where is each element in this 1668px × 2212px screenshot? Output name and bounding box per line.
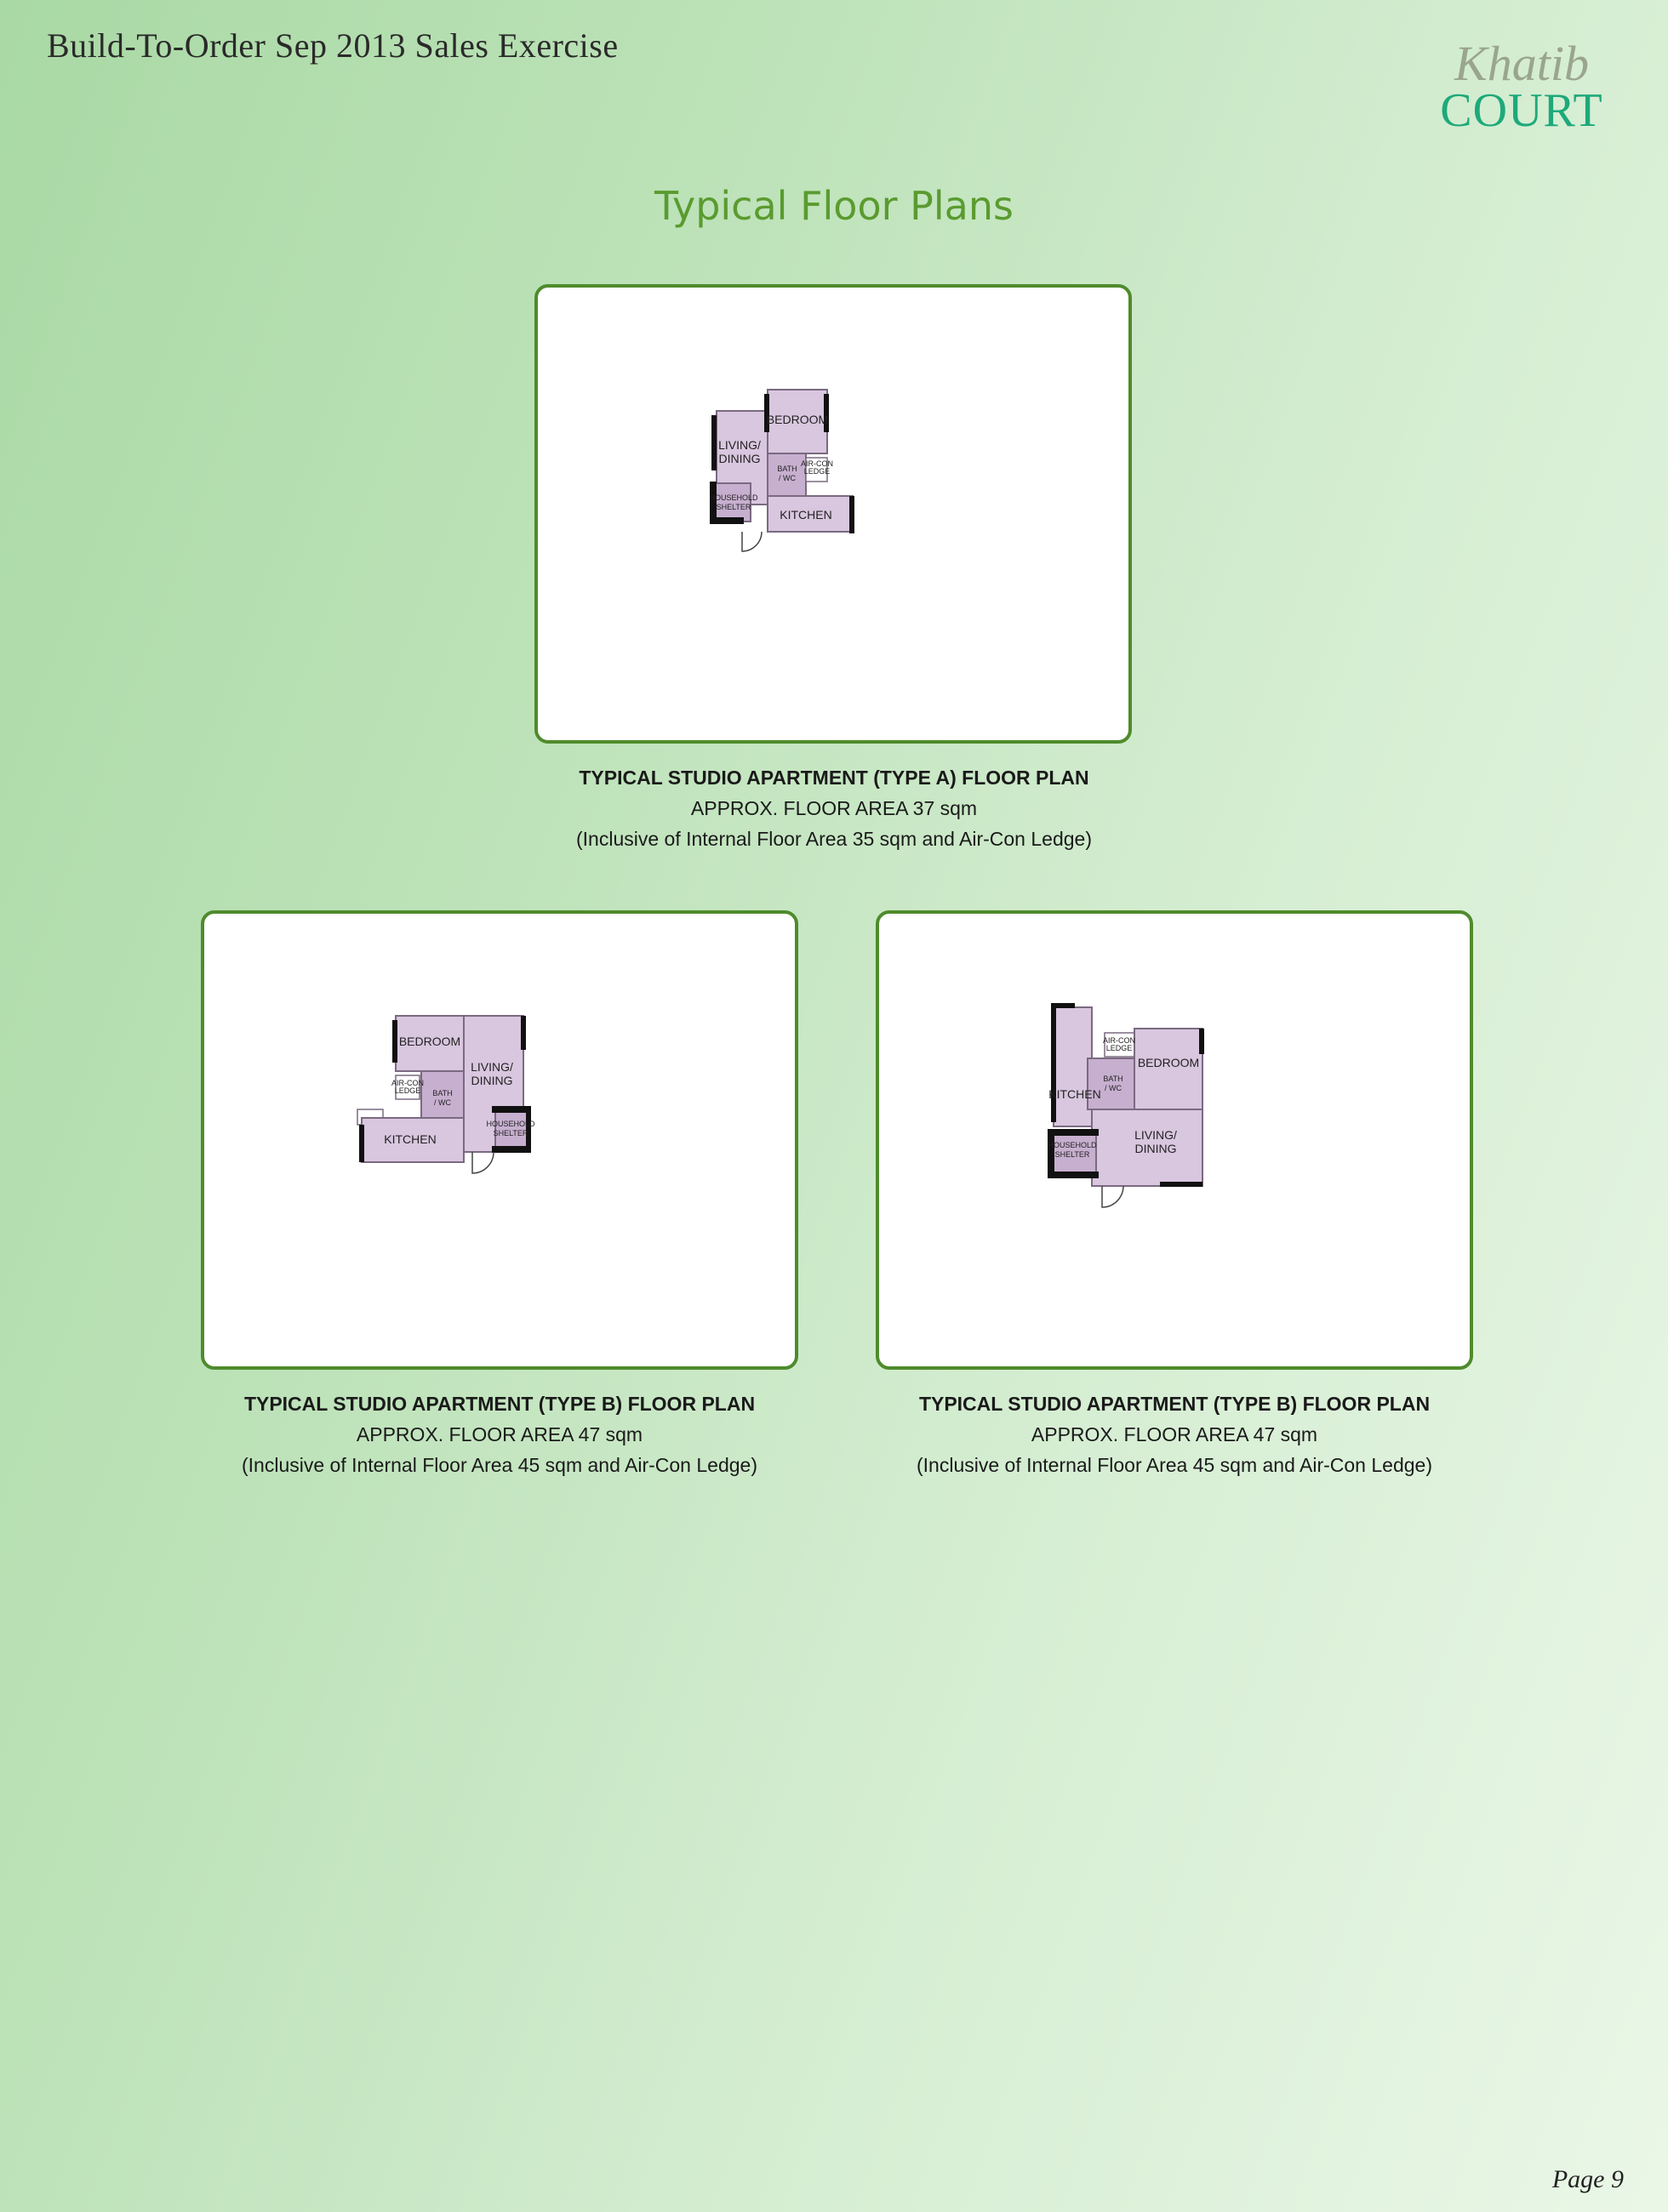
floor-plan-type-b-left-frame	[201, 910, 798, 1370]
logo-script-text: Khatib	[1454, 36, 1589, 91]
living-label-line2: DINING	[1134, 1142, 1177, 1155]
bedroom-label: BEDROOM	[766, 413, 829, 426]
caption-type-b-right	[851, 1388, 1498, 1480]
bath-label-line1: BATH	[432, 1089, 453, 1097]
floor-plan-type-b-right-drawing	[879, 914, 1477, 1373]
floor-plan-type-a-drawing	[538, 288, 1135, 747]
ledge-label-line1: AIR-CON	[1103, 1036, 1135, 1045]
document-title: Build-To-Order Sep 2013 Sales Exercise	[47, 26, 619, 65]
floor-plan-type-b-left-drawing	[204, 914, 802, 1373]
ledge-label-line2: LEDGE	[394, 1086, 421, 1095]
shelter-label-line2: SHELTER	[493, 1129, 528, 1137]
bath-label-line1: BATH	[777, 465, 797, 473]
kitchen-room	[1054, 1007, 1092, 1126]
logo-court-text: COURT	[1440, 84, 1603, 137]
caption-type-b-left-note: (Inclusive of Internal Floor Area 45 sqm and Air-Con Ledge)	[242, 1454, 757, 1476]
caption-type-a-note: (Inclusive of Internal Floor Area 35 sqm and Air-Con Ledge)	[576, 828, 1092, 850]
caption-type-a-area: APPROX. FLOOR AREA 37 sqm	[690, 797, 978, 819]
bedroom-label: BEDROOM	[398, 1035, 461, 1048]
caption-type-b-right-area: APPROX. FLOOR AREA 47 sqm	[1031, 1423, 1318, 1445]
caption-type-b-right-title: TYPICAL STUDIO APARTMENT (TYPE B) FLOOR PLAN	[918, 1393, 1431, 1415]
living-label-line1: LIVING/	[718, 438, 761, 452]
kitchen-label: KITCHEN	[780, 508, 832, 522]
page-number: Page 9	[1551, 2165, 1624, 2193]
living-label-line2: DINING	[718, 452, 761, 465]
living-label-line1: LIVING/	[471, 1060, 513, 1074]
caption-type-b-left-area: APPROX. FLOOR AREA 47 sqm	[356, 1423, 643, 1445]
ledge-label-line2: LEDGE	[803, 467, 831, 476]
bath-label-line2: / WC	[434, 1098, 451, 1107]
bath-label-line1: BATH	[1103, 1075, 1123, 1083]
shelter-label-line1: HOUSEHOLD	[709, 493, 758, 502]
caption-type-b-left	[176, 1388, 823, 1480]
shelter-label-line2: SHELTER	[1054, 1150, 1090, 1159]
caption-type-b-right-note: (Inclusive of Internal Floor Area 45 sqm and Air-Con Ledge)	[917, 1454, 1432, 1476]
bath-label-line2: / WC	[1105, 1084, 1122, 1092]
caption-type-a-title: TYPICAL STUDIO APARTMENT (TYPE A) FLOOR PLAN	[579, 767, 1089, 789]
shelter-label-line2: SHELTER	[716, 503, 751, 511]
ledge-label-line1: AIR-CON	[391, 1079, 424, 1087]
khatib-court-logo	[1437, 36, 1607, 137]
shelter-label-line1: HOUSEHOLD	[1048, 1141, 1097, 1149]
kitchen-label: KITCHEN	[384, 1132, 437, 1146]
caption-type-a	[511, 762, 1157, 854]
kitchen-label: KITCHEN	[1048, 1087, 1101, 1101]
living-label-line1: LIVING/	[1134, 1128, 1177, 1142]
caption-type-b-left-title: TYPICAL STUDIO APARTMENT (TYPE B) FLOOR PLAN	[243, 1393, 756, 1415]
page-heading: Typical Floor Plans	[654, 183, 1014, 229]
bedroom-label: BEDROOM	[1137, 1056, 1200, 1069]
ledge-label-line1: AIR-CON	[801, 459, 833, 468]
floor-plan-type-b-right-frame	[876, 910, 1473, 1370]
floor-plan-type-a-frame	[534, 284, 1132, 744]
ledge-label-line2: LEDGE	[1105, 1044, 1133, 1052]
bath-label-line2: / WC	[779, 474, 796, 482]
living-label-line2: DINING	[471, 1074, 513, 1087]
shelter-label-line1: HOUSEHOLD	[486, 1120, 535, 1128]
